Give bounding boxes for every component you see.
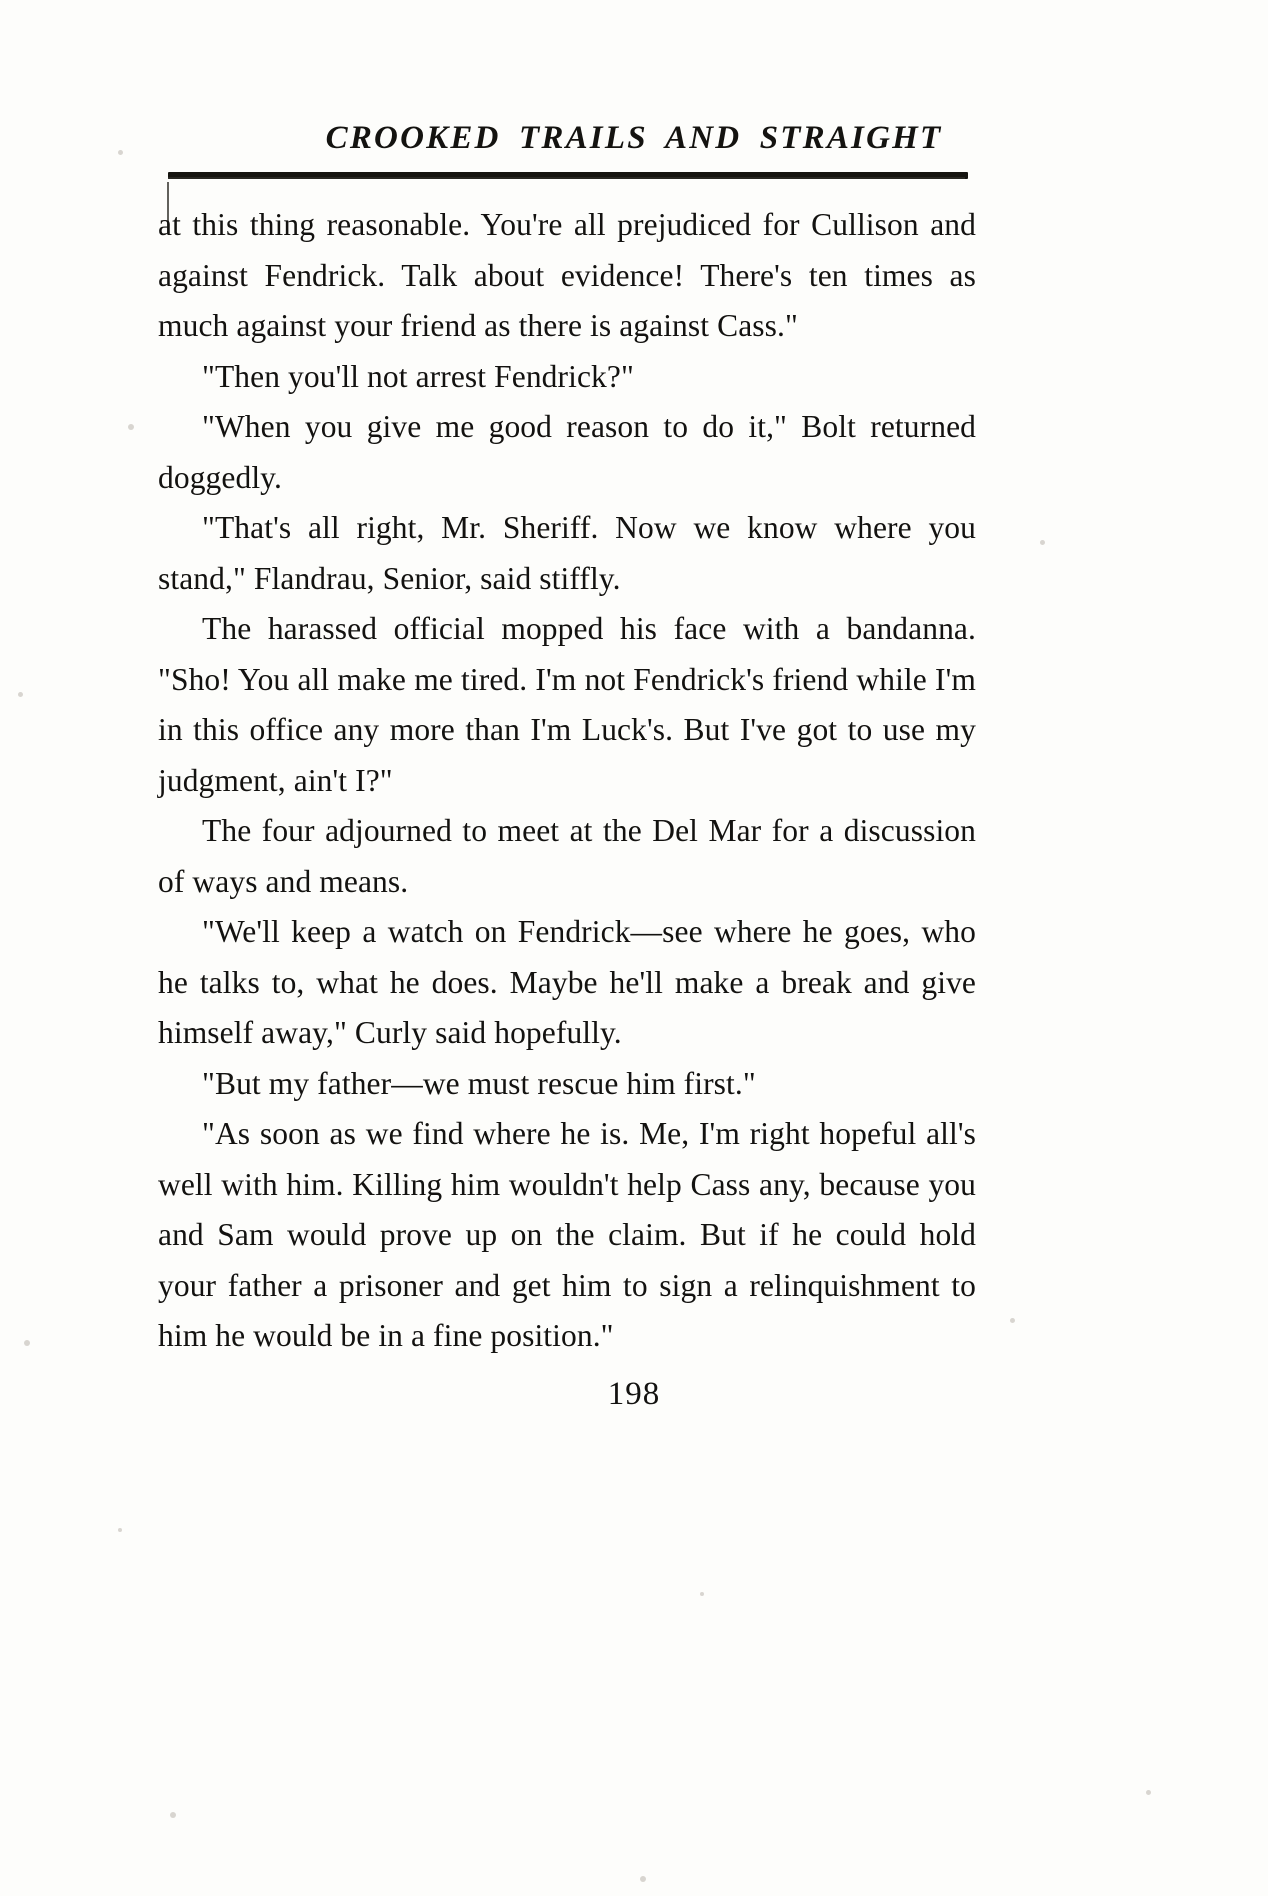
paragraph: at this thing reasonable. You're all prejudiced for Cullison and against Fendrick. Talk about evidence! There's ten times as much against your friend as there is against Cass." — [158, 207, 976, 343]
header-rule — [168, 172, 968, 179]
paper-speck — [128, 424, 134, 430]
paragraph: The harassed official mopped his face with a bandanna. "Sho! You all make me tired. I'm not Fendrick's friend while I'm in this office any more than I'm Luck's. But I've got to use my judgment, ain't I?" — [158, 611, 976, 798]
page-body — [158, 200, 976, 1362]
paper-speck — [24, 1340, 30, 1346]
paragraph: The four adjourned to meet at the Del Mar for a discussion of ways and means. — [158, 813, 976, 899]
paragraph: "But my father—we must rescue him first." — [202, 1065, 756, 1101]
paper-speck — [1010, 1318, 1015, 1323]
paragraph: "Then you'll not arrest Fendrick?" — [202, 358, 634, 394]
paragraph: "As soon as we find where he is. Me, I'm right hopeful all's well with him. Killing him wouldn't help Cass any, because you and Sam would prove up on the claim. But if he could hold your father a prisoner and get him to sign a relinquishment to him he would be in a fine position." — [158, 1116, 976, 1353]
page-number: 198 — [607, 1376, 661, 1412]
paragraph: "When you give me good reason to do it," Bolt returned doggedly. — [158, 409, 976, 495]
paper-speck — [118, 1528, 122, 1532]
paper-speck — [1040, 540, 1045, 545]
paper-speck — [700, 1592, 704, 1596]
paper-speck — [18, 692, 23, 697]
paper-speck — [170, 1812, 176, 1818]
paragraph: "That's all right, Mr. Sheriff. Now we know where you stand," Flandrau, Senior, said stiffly. — [158, 510, 976, 596]
paragraph: "We'll keep a watch on Fendrick—see where he goes, who he talks to, what he does. Maybe he'll make a break and give himself away," Curly said hopefully. — [158, 914, 976, 1050]
paper-speck — [1146, 1790, 1151, 1795]
paper-speck — [118, 150, 123, 155]
running-head: CROOKED TRAILS AND STRAIGHT — [325, 120, 943, 156]
paper-speck — [640, 1876, 646, 1882]
